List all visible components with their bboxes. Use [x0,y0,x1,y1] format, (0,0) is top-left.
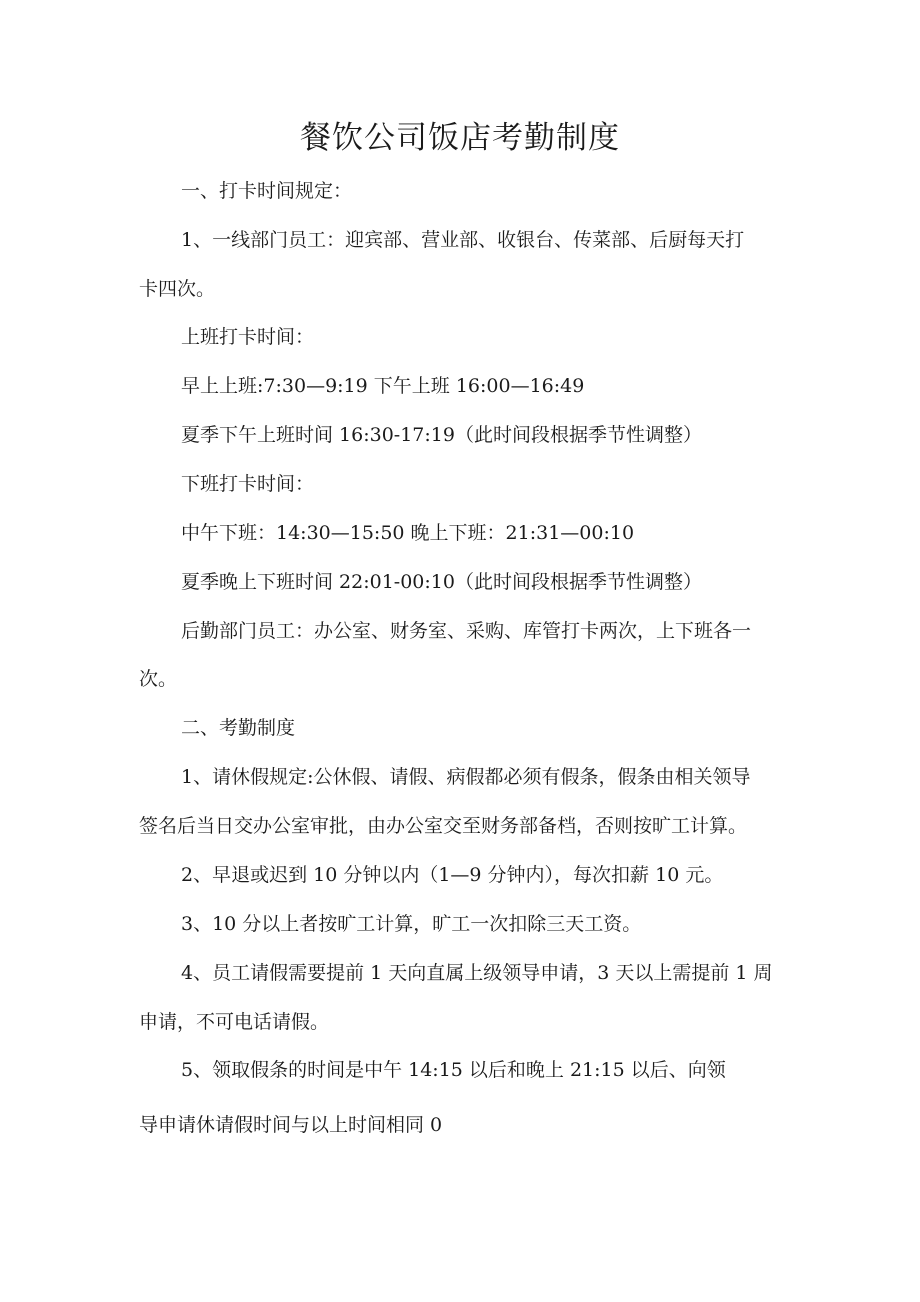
paragraph-line: 下班打卡时间： [181,473,315,495]
paragraph-line: 上班打卡时间： [181,326,315,348]
paragraph-line: 3、10 分以上者按旷工计算，旷工一次扣除三天工资。 [181,913,642,935]
paragraph-line: 5、领取假条的时间是中午 14:15 以后和晚上 21:15 以后、向领 [181,1059,726,1081]
paragraph-line: 次。 [139,668,178,690]
paragraph-line: 卡四次。 [139,278,216,300]
paragraph-line: 导申请休请假时间与以上时间相同 0 [139,1114,443,1136]
paragraph-line: 4、员工请假需要提前 1 天向直属上级领导申请，3 天以上需提前 1 周 [181,962,773,984]
paragraph-line: 1、一线部门员工：迎宾部、营业部、收银台、传菜部、后厨每天打 [181,229,745,251]
document-title: 餐饮公司饭店考勤制度 [300,120,620,156]
paragraph-line: 后勤部门员工：办公室、财务室、采购、库管打卡两次，上下班各一 [181,620,752,642]
paragraph-line: 夏季下午上班时间 16:30-17:19（此时间段根据季节性调整） [181,424,702,446]
paragraph-line: 夏季晚上下班时间 22:01-00:10（此时间段根据季节性调整） [181,571,702,593]
paragraph-line: 签名后当日交办公室审批，由办公室交至财务部备档，否则按旷工计算。 [139,815,748,837]
paragraph-line: 申请，不可电话请假。 [139,1011,330,1033]
section-heading-clock-in-rules: 一、打卡时间规定： [181,180,353,202]
paragraph-line: 2、早退或迟到 10 分钟以内（1—9 分钟内），每次扣薪 10 元。 [181,864,724,886]
paragraph-line: 早上上班:7:30—9:19 下午上班 16:00—16:49 [181,375,585,397]
paragraph-line: 中午下班：14:30—15:50 晚上下班：21:31—00:10 [181,522,635,544]
paragraph-line: 1、请休假规定:公休假、请假、病假都必须有假条，假条由相关领导 [181,766,751,788]
section-heading-attendance: 二、考勤制度 [181,717,296,739]
